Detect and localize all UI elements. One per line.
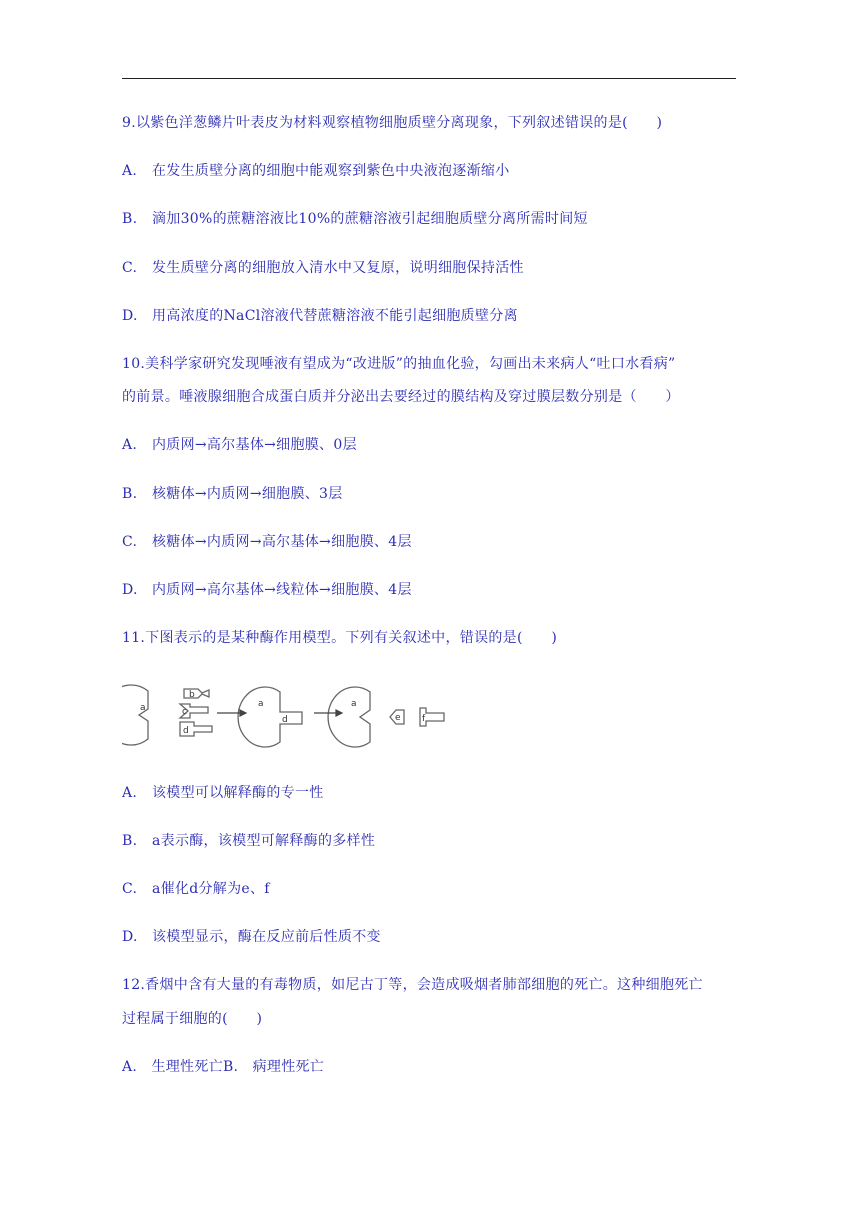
q11-option-c[interactable] <box>122 878 270 898</box>
arrow-2-head <box>336 710 342 716</box>
option-text: 该模型可以解释酶的专一性 <box>152 785 324 801</box>
option-text: 核糖体→内质网→细胞膜、3层 <box>152 486 343 502</box>
enzyme-model-figure <box>122 680 462 750</box>
option-letter: A. <box>122 437 138 453</box>
label-a-complex: a <box>258 699 264 709</box>
label-b: b <box>189 690 195 700</box>
label-e: e <box>395 713 401 723</box>
q9-option-b[interactable] <box>122 208 588 228</box>
option-text: 在发生质壁分离的细胞中能观察到紫色中央液泡逐渐缩小 <box>152 163 510 179</box>
option-letter: C. <box>122 260 138 276</box>
q12-stem-line1: 12.香烟中含有大量的有毒物质，如尼古丁等，会造成吸烟者肺部细胞的死亡。这种细胞死亡 <box>122 977 703 993</box>
option-letter: B. <box>122 833 138 849</box>
enzyme-a-shape <box>122 685 148 745</box>
q12-stem-line2: 过程属于细胞的( ) <box>122 1011 263 1027</box>
q9-stem: 9.以紫色洋葱鳞片叶表皮为材料观察植物细胞质壁分离现象，下列叙述错误的是( ) <box>122 115 663 131</box>
header-rule <box>122 78 736 79</box>
q10-stem-line2: 的前景。唾液腺细胞合成蛋白质并分泌出去要经过的膜结构及穿过膜层数分别是（ ） <box>122 389 680 405</box>
label-d-complex: d <box>282 715 288 725</box>
option-text: 滴加30%的蔗糖溶液比10%的蔗糖溶液引起细胞质壁分离所需时间短 <box>152 211 588 227</box>
label-a: a <box>140 703 146 713</box>
option-letter: B. <box>122 211 138 227</box>
option-text: 核糖体→内质网→高尔基体→细胞膜、4层 <box>152 534 412 550</box>
q10-option-c[interactable] <box>122 531 412 551</box>
option-text: 发生质壁分离的细胞放入清水中又复原，说明细胞保持活性 <box>152 260 524 276</box>
q10-stem-line1: 10.美科学家研究发现唾液有望成为“改进版”的抽血化验，勾画出未来病人“吐口水看病” <box>122 356 676 372</box>
q11-option-d[interactable] <box>122 926 381 946</box>
enzyme-substrate-complex-shape <box>238 687 302 747</box>
option-letter: A. <box>122 785 138 801</box>
label-a-after: a <box>351 699 357 709</box>
option-text: 内质网→高尔基体→线粒体→细胞膜、4层 <box>152 582 412 598</box>
q11-stem: 11.下图表示的是某种酶作用模型。下列有关叙述中，错误的是( ) <box>122 630 558 646</box>
option-letter: D. <box>122 929 138 945</box>
option-text: 用高浓度的NaCl溶液代替蔗糖溶液不能引起细胞质壁分离 <box>152 308 518 324</box>
option-letter: D. <box>122 582 138 598</box>
q11-option-a[interactable] <box>122 782 324 802</box>
option-text: 该模型显示，酶在反应前后性质不变 <box>152 929 381 945</box>
option-letter: A. <box>122 163 138 179</box>
q11-option-b[interactable] <box>122 830 375 850</box>
label-d: d <box>183 726 189 736</box>
option-text: 内质网→高尔基体→细胞膜、0层 <box>152 437 357 453</box>
q10-option-a[interactable] <box>122 434 357 454</box>
option-text: a表示酶，该模型可解释酶的多样性 <box>152 833 376 849</box>
q9-option-a[interactable] <box>122 160 510 180</box>
label-f: f <box>422 714 426 724</box>
substrate-b-shape <box>184 689 209 698</box>
option-letter: C. <box>122 881 138 897</box>
option-letter: D. <box>122 308 138 324</box>
enzyme-a-after-shape <box>328 687 370 747</box>
option-text: a催化d分解为e、f <box>152 881 270 897</box>
q9-option-d[interactable] <box>122 305 518 325</box>
arrow-1-head <box>240 710 246 716</box>
q9-option-c[interactable] <box>122 257 524 277</box>
q12-options[interactable]: A. 生理性死亡B. 病理性死亡 <box>122 1059 325 1075</box>
q10-option-d[interactable] <box>122 579 412 599</box>
option-letter: C. <box>122 534 138 550</box>
q10-option-b[interactable] <box>122 483 343 503</box>
label-c: c <box>182 707 187 717</box>
option-letter: B. <box>122 486 138 502</box>
